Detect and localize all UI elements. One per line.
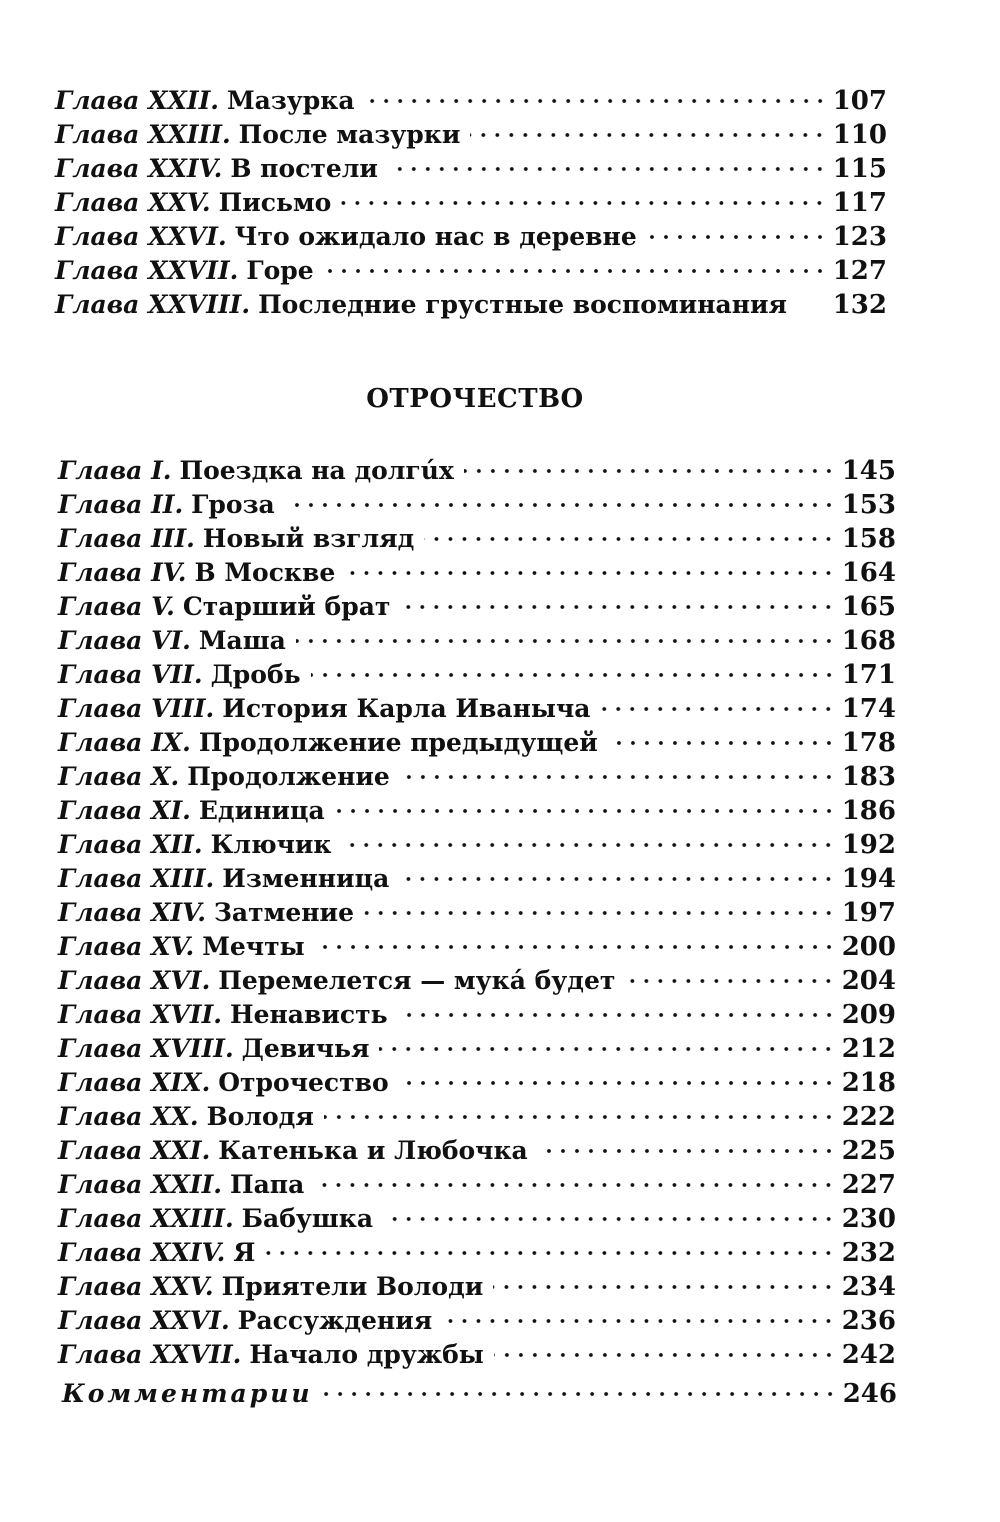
toc-entry-chapter: Глава XVIII.	[58, 1034, 234, 1063]
toc-entry-title: Ключик	[210, 830, 332, 859]
toc-entry-chapter: Глава XXV.	[55, 188, 211, 217]
toc-entry[interactable]	[58, 692, 896, 722]
toc-entry[interactable]	[55, 288, 887, 318]
toc-entry[interactable]	[58, 1202, 896, 1232]
toc-entry-title: Затмение	[213, 898, 354, 927]
toc-entry-chapter: Глава XXVII.	[55, 256, 239, 285]
leader-dots	[494, 1337, 836, 1362]
leader-dots	[388, 151, 827, 176]
toc-entry-page: 115	[832, 154, 887, 184]
toc-entry-title: Приятели Володи	[221, 1272, 484, 1301]
toc-entry-title: Последние грустные воспоминания	[258, 290, 788, 319]
toc-entry-chapter: Глава XV.	[58, 932, 195, 961]
toc-entry-page: 197	[841, 898, 896, 928]
toc-entry-page: 171	[841, 660, 896, 690]
toc-entry[interactable]	[58, 454, 896, 484]
leader-dots	[399, 1065, 836, 1090]
leader-dots	[315, 929, 836, 954]
leader-dots	[296, 623, 836, 648]
toc-entry[interactable]	[58, 1338, 896, 1368]
toc-entry-chapter: Глава XXV.	[58, 1272, 214, 1301]
toc-entry-page: 242	[841, 1340, 896, 1370]
toc-entry-page: 218	[841, 1068, 896, 1098]
leader-dots	[324, 253, 827, 278]
leader-dots	[323, 1376, 837, 1401]
toc-entry-page: 123	[832, 222, 887, 252]
toc-entry-title: Изменница	[222, 864, 390, 893]
toc-entry-chapter: Глава XII.	[58, 830, 203, 859]
toc-entry-page: 127	[832, 256, 887, 286]
leader-dots	[345, 555, 835, 580]
toc-entry-page: 227	[841, 1170, 896, 1200]
toc-entry-title: Новый взгляд	[202, 524, 415, 553]
toc-entry[interactable]	[58, 964, 896, 994]
toc-entry-title: Отрочество	[218, 1068, 389, 1097]
toc-entry-page: 209	[841, 1000, 896, 1030]
toc-entry-title: Володя	[206, 1102, 314, 1131]
toc-entry-title: Дробь	[210, 660, 301, 689]
leader-dots	[285, 487, 836, 512]
toc-entry-page: 158	[841, 524, 896, 554]
toc-entry-title: Катенька и Любочка	[218, 1136, 528, 1165]
toc-entry-chapter: Глава XXVI.	[55, 222, 227, 251]
toc-entry-page: 178	[841, 728, 896, 758]
toc-entry[interactable]	[58, 930, 896, 960]
toc-entry-chapter: Глава VI.	[58, 626, 191, 655]
toc-entry-chapter: Глава XXI.	[58, 1136, 211, 1165]
leader-dots	[797, 287, 827, 312]
toc-entry-title: Начало дружбы	[249, 1340, 484, 1369]
toc-entry-title: Продолжение	[187, 762, 390, 791]
toc-entry-page: 153	[841, 490, 896, 520]
toc-entry-title: Что ожидало нас в деревне	[234, 222, 637, 251]
toc-entry-chapter: Глава IX.	[58, 728, 191, 757]
leader-dots	[265, 1235, 835, 1260]
toc-entry-chapter: Глава XIX.	[58, 1068, 211, 1097]
toc-entry-title: Рассуждения	[237, 1306, 433, 1335]
toc-entry[interactable]	[58, 1304, 896, 1334]
toc-entry-chapter: Глава XIV.	[58, 898, 206, 927]
toc-entry[interactable]	[58, 998, 896, 1028]
toc-entry-chapter: Глава III.	[58, 524, 195, 553]
leader-dots	[442, 1303, 835, 1328]
leader-dots	[625, 963, 835, 988]
toc-entry-page: 232	[841, 1238, 896, 1268]
leader-dots	[341, 185, 826, 210]
toc-entry-chapter: Глава VIII.	[58, 694, 215, 723]
toc-entry[interactable]	[58, 488, 896, 518]
leader-dots	[608, 725, 836, 750]
toc-entry-page: 186	[841, 796, 896, 826]
toc-entry-title: Старший брат	[182, 592, 391, 621]
toc-entry[interactable]	[58, 658, 896, 688]
toc-entry-title: После мазурки	[238, 120, 461, 149]
toc-entry-title: В постели	[230, 154, 378, 183]
toc-entry-page: 200	[841, 932, 896, 962]
toc-entry-page: 117	[832, 188, 887, 218]
toc-entry-comments[interactable]	[62, 1377, 897, 1407]
toc-entry-chapter: Глава XVII.	[58, 1000, 222, 1029]
toc-entry[interactable]	[58, 1168, 896, 1198]
leader-dots	[324, 1099, 836, 1124]
toc-entry-page: 222	[841, 1102, 896, 1132]
section-heading: ОТРОЧЕСТВО	[366, 384, 584, 414]
toc-entry-page: 230	[841, 1204, 896, 1234]
toc-entry[interactable]	[58, 726, 896, 756]
toc-entry[interactable]	[55, 220, 887, 250]
toc-entry[interactable]	[55, 186, 887, 216]
toc-entry-title: Комментарии	[62, 1379, 313, 1408]
toc-entry-page: 110	[832, 120, 887, 150]
toc-entry-title: Девичья	[241, 1034, 370, 1063]
leader-dots	[647, 219, 827, 244]
toc-entry-page: 204	[841, 966, 896, 996]
toc-entry-page: 107	[832, 86, 887, 116]
toc-entry-chapter: Глава II.	[58, 490, 184, 519]
toc-entry-chapter: Глава XIII.	[58, 864, 215, 893]
toc-entry-title: Бабушка	[241, 1204, 374, 1233]
toc-entry-title: Мазурка	[226, 86, 355, 115]
toc-entry-title: Ненависть	[229, 1000, 388, 1029]
leader-dots	[335, 793, 836, 818]
toc-entry[interactable]	[58, 556, 896, 586]
toc-entry-page: 174	[841, 694, 896, 724]
toc-entry[interactable]	[55, 84, 887, 114]
toc-entry-title: Я	[233, 1238, 256, 1267]
toc-entry[interactable]	[58, 1134, 896, 1164]
leader-dots	[600, 691, 835, 716]
leader-dots	[400, 759, 836, 784]
toc-entry[interactable]	[55, 118, 887, 148]
toc-entry-chapter: Глава VII.	[58, 660, 203, 689]
toc-entry-title: Мечты	[202, 932, 305, 961]
toc-entry-page: 212	[841, 1034, 896, 1064]
toc-entry[interactable]	[58, 522, 896, 552]
leader-dots	[379, 1031, 835, 1056]
toc-entry-chapter: Глава IV.	[58, 558, 187, 587]
toc-entry[interactable]	[58, 1032, 896, 1062]
toc-entry-title: Поездка на долгúх	[179, 456, 454, 485]
leader-dots	[341, 827, 835, 852]
toc-entry[interactable]	[55, 152, 887, 182]
leader-dots	[493, 1269, 835, 1294]
toc-entry-title: Продолжение предыдущей	[198, 728, 598, 757]
toc-entry-page: 145	[841, 456, 896, 486]
toc-entry-title: Папа	[229, 1170, 305, 1199]
toc-entry-chapter: Глава XVI.	[58, 966, 211, 995]
leader-dots	[398, 997, 836, 1022]
toc-entry-chapter: Глава XX.	[58, 1102, 199, 1131]
leader-dots	[383, 1201, 836, 1226]
toc-entry-chapter: Глава XXVI.	[58, 1306, 230, 1335]
toc-entry[interactable]	[58, 1100, 896, 1130]
toc-entry-chapter: Глава XXIII.	[55, 120, 231, 149]
toc-entry-title: Маша	[198, 626, 286, 655]
toc-entry[interactable]	[58, 1066, 896, 1096]
toc-entry-chapter: Глава XI.	[58, 796, 191, 825]
toc-entry-title: Перемелется — мукá будет	[218, 966, 616, 995]
toc-entry[interactable]	[55, 254, 887, 284]
toc-entry-chapter: Глава XXII.	[58, 1170, 222, 1199]
toc-entry-page: 246	[842, 1379, 897, 1409]
toc-entry-chapter: Глава XXIV.	[58, 1238, 226, 1267]
toc-entry[interactable]	[58, 760, 896, 790]
toc-entry-chapter: Глава V.	[58, 592, 175, 621]
toc-entry[interactable]	[58, 828, 896, 858]
toc-entry-page: 168	[841, 626, 896, 656]
leader-dots	[311, 657, 836, 682]
toc-entry-page: 165	[841, 592, 896, 622]
toc-entry-chapter: Глава XXII.	[55, 86, 219, 115]
toc-entry-chapter: Глава XXIV.	[55, 154, 223, 183]
toc-entry-page: 234	[841, 1272, 896, 1302]
toc-entry-page: 164	[841, 558, 896, 588]
toc-entry-chapter: Глава I.	[58, 456, 172, 485]
leader-dots	[400, 589, 835, 614]
toc-entry-title: Гроза	[191, 490, 275, 519]
toc-entry-page: 183	[841, 762, 896, 792]
toc-entry-page: 132	[832, 290, 887, 320]
leader-dots	[364, 895, 836, 920]
toc-entry-chapter: Глава X.	[58, 762, 180, 791]
leader-dots	[464, 453, 836, 478]
toc-entry[interactable]	[58, 1236, 896, 1266]
toc-entry[interactable]	[58, 862, 896, 892]
toc-entry-title: Горе	[246, 256, 314, 285]
toc-entry-chapter: Глава XXIII.	[58, 1204, 234, 1233]
leader-dots	[470, 117, 826, 142]
toc-entry[interactable]	[58, 794, 896, 824]
toc-entry-title: История Карла Иваныча	[222, 694, 591, 723]
toc-entry-chapter: Глава XXVIII.	[55, 290, 251, 319]
toc-entry-page: 236	[841, 1306, 896, 1336]
leader-dots	[314, 1167, 835, 1192]
toc-entry-title: Письмо	[218, 188, 332, 217]
toc-entry-chapter: Глава XXVII.	[58, 1340, 242, 1369]
toc-entry-page: 192	[841, 830, 896, 860]
leader-dots	[538, 1133, 836, 1158]
leader-dots	[399, 861, 835, 886]
toc-entry[interactable]	[58, 590, 896, 620]
toc-entry[interactable]	[58, 624, 896, 654]
toc-entry-page: 194	[841, 864, 896, 894]
toc-entry[interactable]	[58, 1270, 896, 1300]
toc-entry[interactable]	[58, 896, 896, 926]
toc-entry-page: 225	[841, 1136, 896, 1166]
toc-entry-title: Единица	[198, 796, 325, 825]
leader-dots	[424, 521, 835, 546]
toc-entry-title: В Москве	[194, 558, 336, 587]
leader-dots	[365, 83, 827, 108]
